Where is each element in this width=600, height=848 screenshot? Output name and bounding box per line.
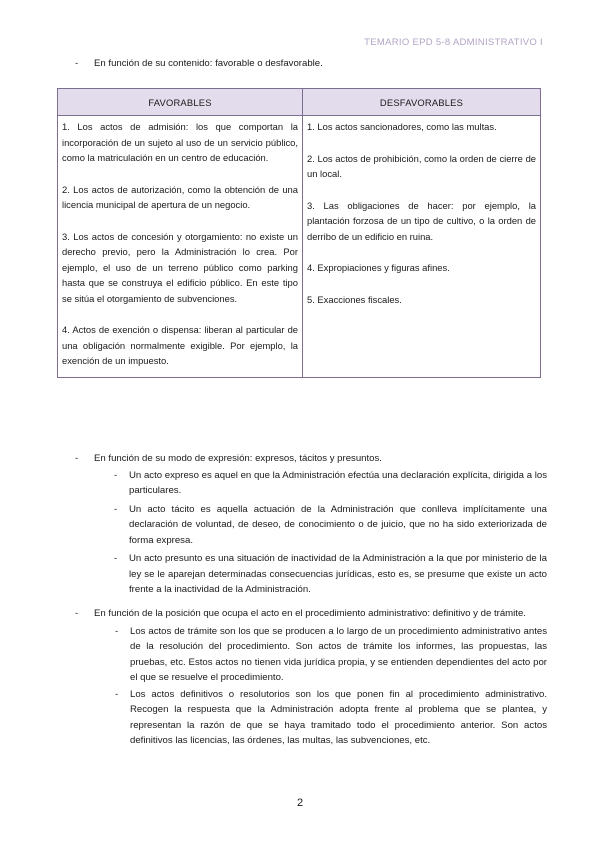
- item-text: Los actos definitivos o resolutorios son los que ponen fin al procedimiento administrativo. Recogen la respuesta que la Administración adopta frente al problema que se plantea, y representan la razón de que se haya tramitado todo el procedimiento anterior. Son actos definitivos las licencias, las órdenes, las multas, las subvenciones, etc.: [130, 688, 547, 746]
- list-item: [57, 502, 547, 549]
- list-item: [57, 468, 547, 499]
- section-expresion: [57, 451, 547, 598]
- list-item: [57, 687, 547, 749]
- intro-text: En función de su contenido: favorable o desfavorable.: [94, 58, 323, 69]
- desfavorable-item: 1. Los actos sancionadores, como las multas.: [307, 121, 497, 132]
- desfavorable-item: 2. Los actos de prohibición, como la orden de cierre de un local.: [307, 152, 536, 179]
- lead-dash: -: [75, 608, 79, 619]
- favorables-cell: [58, 116, 303, 378]
- item-text: Un acto expreso es aquel en que la Administración efectúa una declaración explícita, dirigida a los particulares.: [129, 469, 547, 496]
- list-item: [57, 551, 547, 598]
- item-dash: -: [115, 625, 119, 637]
- desfavorables-cell: [303, 116, 541, 378]
- item-dash: -: [115, 688, 119, 700]
- intro-dash: -: [75, 58, 79, 69]
- section-expresion-lead: [57, 451, 547, 467]
- header-favorables: FAVORABLES: [58, 89, 303, 116]
- lead-dash: -: [75, 453, 79, 464]
- lead-text: En función de la posición que ocupa el acto en el procedimiento administrativo: definitivo y de trámite.: [94, 608, 526, 619]
- favorable-item: 4. Actos de exención o dispensa: liberan al particular de una obligación normalmente exigible. Por ejemplo, la exención de un impuesto.: [62, 324, 298, 366]
- item-text: Un acto presunto es una situación de inactividad de la Administración a la que por ministerio de la ley se le aparejan determinadas consecuencias jurídicas, esto es, se presume que existe un acto frente a la inactividad de la Administración.: [129, 553, 547, 595]
- item-text: Los actos de trámite son los que se producen a lo largo de un procedimiento administrativo antes de la resolución del procedimiento. Son actos de trámite los informes, las propuestas, las pruebas, etc. Estos actos no tienen vida jurídica propia, y se entienden dependientes del acto por el que se resuelve el procedimiento.: [130, 625, 547, 683]
- list-item: [57, 624, 547, 686]
- favorable-item: 3. Los actos de concesión y otorgamiento: no existe un derecho previo, pero la Administración lo crea. Por ejemplo, el uso de un terreno público como parking hasta que se construya el edificio público. En este tipo se sitúa el otorgamiento de subvenciones.: [62, 230, 298, 304]
- lead-text: En función de su modo de expresión: expresos, tácitos y presuntos.: [94, 453, 382, 464]
- acts-comparison-table: [57, 88, 541, 378]
- item-dash: -: [114, 553, 118, 564]
- desfavorable-item: 4. Expropiaciones y figuras afines.: [307, 262, 450, 273]
- item-dash: -: [114, 503, 118, 515]
- desfavorable-item: 5. Exacciones fiscales.: [307, 293, 402, 305]
- desfavorable-item: 3. Las obligaciones de hacer: por ejemplo, la plantación forzosa de un tipo de cultivo, o la orden de derribo de un edificio en ruina.: [307, 199, 536, 242]
- item-dash: -: [114, 469, 118, 481]
- item-text: Un acto tácito es aquella actuación de la Administración que conlleva implícitamente una declaración de voluntad, de deseo, de conocimiento o de juicio, que no ha sido exteriorizada de forma expresa.: [129, 503, 547, 546]
- favorable-item: 1. Los actos de admisión: los que comportan la incorporación de un sujeto al uso de un servicio público, como la matriculación en un centro de educación.: [62, 121, 298, 163]
- page-number: 2: [296, 797, 304, 809]
- header-desfavorables: DESFAVORABLES: [303, 89, 541, 116]
- section-posicion-lead: [57, 606, 547, 622]
- section-posicion: [57, 606, 547, 749]
- running-header: TEMARIO EPD 5-8 ADMINISTRATIVO I: [364, 37, 543, 48]
- favorable-item: 2. Los actos de autorización, como la obtención de una licencia municipal de apertura de un negocio.: [62, 183, 298, 210]
